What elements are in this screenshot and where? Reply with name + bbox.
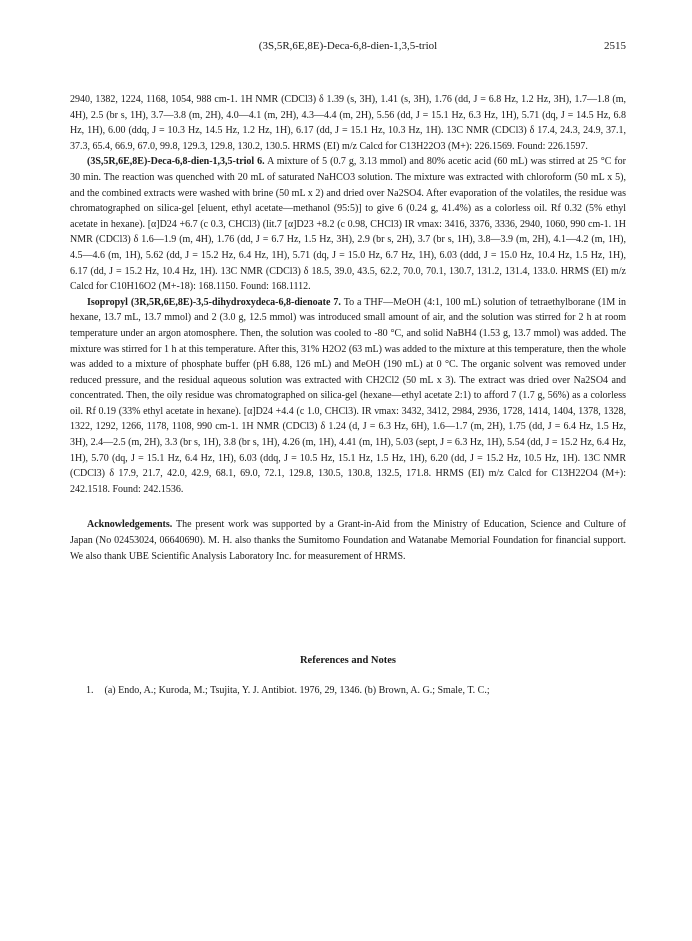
compound-7-paragraph <box>70 295 626 498</box>
acknowledgements-paragraph <box>70 517 626 564</box>
references-heading: References and Notes <box>299 655 397 666</box>
compound-6-paragraph <box>70 154 626 294</box>
reference-item <box>86 683 626 698</box>
compound-7-text: To a THF—MeOH (4:1, 100 mL) solution of tetraethylborane (1M in hexane, 13.7 mL, 13.7 mmol) and 2 (3.0 g, 12.5 mmol) was introduced small amount of air, and the solution was stirred for 2 h at room temperature under an argon atomosphere. Then, the solution was cooled to -80 °C, and solid NaBH4 (1.53 g, 13.7 mmol) was added. The mixture was stirred for 1 h at this temperature. After this, 31% H2O2 (63 mL) was added to the mixture at this temperature, then the whole was added to a mixture of phosphate buffer (pH 6.88, 126 mL) and MeOH (190 mL) at 0 °C. The organic solvent was removed under reduced pressure, and the residual aqueous solution was extracted with CH2Cl2 (50 mL x 3). The extract was dried over Na2SO4 and concentrated. Then, the oily residue was chromatographed on silica-gel (hexane—ethyl acetate 2:1) to afford 7 (1.7 g, 56%) as a colorless oil. Rf 0.19 (33% ethyl acetate in hexane). [α]D24 +4.4 (c 1.0, CHCl3). IR νmax: 3432, 3412, 2984, 2936, 1728, 1414, 1404, 1378, 1328, 1322, 1292, 1266, 1178, 1108, 990 cm-1. 1H NMR (CDCl3) δ 1.24 (d, J = 6.3 Hz, 6H), 1.6—1.7 (m, 2H), 1.75 (dd, J = 6.4 Hz, 1.5 Hz, 3H), 2.4—2.5 (m, 2H), 3.3 (br s, 1H), 3.8 (br s, 1H), 4.26 (m, 1H), 4.41 (m, 1H), 5.03 (sept, J = 6.3 Hz, 1H), 5.54 (dd, J = 15.2 Hz, 6.4 Hz, 1H), 5.70 (dq, J = 15.1 Hz, 6.4 Hz, 1H), 6.03 (ddq, J = 10.5 Hz, 15.1 Hz, 1.5 Hz, 1H), 6.20 (dd, J = 15.2 Hz, 10.5 Hz, 1H). 13C NMR (CDCl3) δ 17.9, 21.7, 42.0, 42.9, 68.1, 69.0, 72.1, 129.8, 130.5, 130.8, 132.5, 171.8. HRMS (EI) m/z Calcd for C13H22O4 (M+): 242.1518. Found: 242.1536. <box>70 296 626 495</box>
acknowledgements-heading: Acknowledgements. <box>87 519 173 531</box>
running-header <box>70 40 626 56</box>
acknowledgements-text: The present work was supported by a Grant-in-Aid from the Ministry of Education, Science and Culture of Japan (No 02453024, 06640690). M. H. also thanks the Sumitomo Foundation and Watanabe Memorial Foundation for financial support. We also thank UBE Scientific Analysis Laboratory Inc. for measurement of HRMS. <box>70 519 626 562</box>
references-list <box>86 683 626 698</box>
compound-7-heading: Isopropyl (3R,5R,6E,8E)-3,5-dihydroxydeca-6,8-dienoate 7. <box>87 296 341 308</box>
page-number: 2515 <box>604 40 626 52</box>
reference-number: 1. <box>86 685 94 696</box>
paragraph-gap <box>70 497 626 517</box>
compound-6-heading: (3S,5R,6E,8E)-Deca-6,8-dien-1,3,5-triol 6. <box>87 156 265 168</box>
running-title: (3S,5R,6E,8E)-Deca-6,8-dien-1,3,5-triol <box>258 40 438 52</box>
body-text <box>70 92 626 564</box>
reference-text: (a) Endo, A.; Kuroda, M.; Tsujita, Y. J. Antibiot. 1976, 29, 1346. (b) Brown, A. G.; Smale, T. C.; <box>104 685 490 696</box>
characterization-paragraph: 2940, 1382, 1224, 1168, 1054, 988 cm-1. 1H NMR (CDCl3) δ 1.39 (s, 3H), 1.41 (s, 3H), 1.76 (dd, J = 6.8 Hz, 1.2 Hz, 3H), 1.7—1.8 (m, 4H), 2.5 (br s, 1H), 3.7—3.8 (m, 2H), 4.0—4.1 (m, 2H), 4.3—4.4 (m, 2H), 5.56 (dd, J = 15.1 Hz, 6.3 Hz, 1H), 5.71 (dq, J = 14.5 Hz, 6.8 Hz, 1H), 6.00 (ddq, J = 10.3 Hz, 14.5 Hz, 1.2 Hz, 1H), 6.17 (dd, J = 15.1 Hz, 10.3 Hz, 1H). 13C NMR (CDCl3) δ 17.4, 24.3, 24.9, 37.1, 37.3, 65.4, 66.9, 67.0, 99.8, 129.3, 129.8, 130.2, 130.5. HRMS (EI) m/z Calcd for C13H22O3 (M+): 226.1569. Found: 226.1597. <box>70 94 626 152</box>
compound-6-text: A mixture of 5 (0.7 g, 3.13 mmol) and 80% acetic acid (60 mL) was stirred at 25 °C for 30 min. The reaction was quenched with 20 mL of saturated NaHCO3 solution. The mixture was extracted with chloroform (50 mL x 5), and the combined extracts were washed with brine (50 mL x 2) and dried over Na2SO4. After evaporation of the volatiles, the residue was chromatographed on silica-gel [eluent, ethyl acetate—methanol (95:5)] to give 6 (0.24 g, 41.4%) as a colorless oil. Rf 0.32 (5% ethyl acetate in hexane). [α]D24 +6.7 (c 0.3, CHCl3) (lit.7 [α]D23 +8.2 (c 0.98, CHCl3) IR νmax: 3416, 3376, 3336, 2940, 1060, 990 cm-1. 1H NMR (CDCl3) δ 1.6—1.9 (m, 4H), 1.76 (dd, J = 6.7 Hz, 1.5 Hz, 3H), 2.9 (br s, 2H), 3.7 (br s, 1H), 3.8—3.9 (m, 2H), 4.1—4.2 (m, 1H), 4.5—4.6 (m, 1H), 5.62 (dd, J = 15.2 Hz, 6.4 Hz, 1H), 5.71 (dq, J = 15.0 Hz, 6.7 Hz, 1H), 6.03 (ddd, J = 15.0 Hz, 10.4 Hz, 1.5 Hz, 1H), 6.17 (dd, J = 15.2 Hz, 10.4 Hz, 1H). 13C NMR (CDCl3) δ 18.5, 39.0, 43.5, 62.2, 70.0, 70.1, 130.7, 131.2, 131.4, 133.0. HRMS (EI) m/z Calcd for C10H16O2 (M+-18): 168.1150. Found: 168.1112. <box>70 156 626 293</box>
